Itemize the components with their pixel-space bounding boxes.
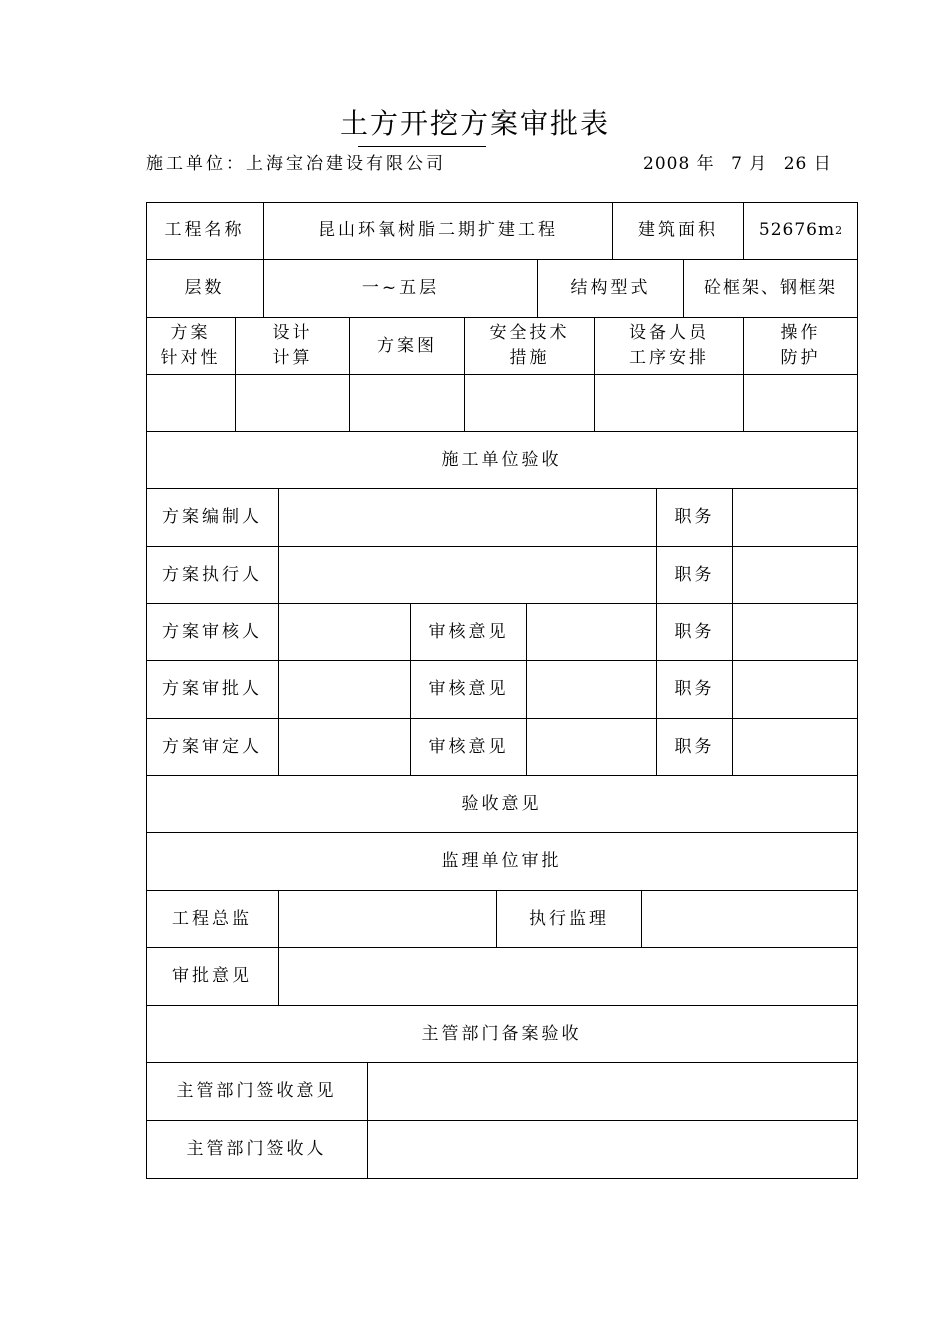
authority-opinion-label: 主管部门签收意见 [146,1063,368,1121]
chief-supervisor-label: 工程总监 [146,891,279,948]
construction-acceptance-heading: 施工单位验收 [146,432,858,489]
plan-item-line: 工序安排 [629,348,709,368]
reviewer-label: 方案审核人 [146,604,279,661]
plan-item-line: 计算 [272,348,313,368]
plan-item-line: 设备人员 [629,323,709,343]
project-name-label: 工程名称 [146,202,264,260]
compiler-duty-label: 职务 [657,489,733,547]
executor-duty-label: 职务 [657,547,733,604]
structure-type-label: 结构型式 [538,260,684,318]
reviewer-duty-label: 职务 [657,604,733,661]
approver-duty-label: 职务 [657,661,733,719]
plan-item-targeting [146,318,236,375]
plan-item-equipment-field[interactable] [595,375,744,432]
approval-opinion-field[interactable] [279,948,858,1006]
compiler-duty-field[interactable] [733,489,858,547]
construction-unit: 施工单位：上海宝冶建设有限公司 [146,154,446,174]
finalizer-label: 方案审定人 [146,719,279,776]
plan-item-line: 设计 [272,323,313,343]
plan-item-safety-measures [465,318,595,375]
approver-opinion-field[interactable] [527,661,657,719]
plan-item-design-calc-field[interactable] [236,375,350,432]
exec-supervisor-label: 执行监理 [497,891,642,948]
compiler-label: 方案编制人 [146,489,279,547]
plan-item-drawing: 方案图 [350,318,465,375]
date-day: 26 日 [783,154,832,174]
authority-opinion-field[interactable] [368,1063,858,1121]
executor-label: 方案执行人 [146,547,279,604]
building-area-label: 建筑面积 [613,202,744,260]
plan-item-safety-field[interactable] [465,375,595,432]
date-month: 7 月 [731,154,768,174]
plan-item-drawing-field[interactable] [350,375,465,432]
structure-type-value: 砼框架、钢框架 [684,260,858,318]
plan-item-protection-field[interactable] [744,375,858,432]
plan-item-line: 针对性 [160,348,221,368]
form-date [643,150,842,178]
plan-item-targeting-field[interactable] [146,375,236,432]
executor-field[interactable] [279,547,657,604]
supervision-heading: 监理单位审批 [146,833,858,891]
approver-opinion-label: 审核意见 [411,661,527,719]
plan-item-protection [744,318,858,375]
finalizer-field[interactable] [279,719,411,776]
plan-item-design-calc [236,318,350,375]
floors-label: 层数 [146,260,264,318]
reviewer-opinion-field[interactable] [527,604,657,661]
authority-heading: 主管部门备案验收 [146,1006,858,1063]
authority-signer-label: 主管部门签收人 [146,1121,368,1179]
finalizer-opinion-label: 审核意见 [411,719,527,776]
approval-opinion-label: 审批意见 [146,948,279,1006]
chief-supervisor-field[interactable] [279,891,497,948]
finalizer-duty-field[interactable] [733,719,858,776]
plan-item-equipment-staff [595,318,744,375]
plan-item-line: 措施 [509,348,550,368]
reviewer-field[interactable] [279,604,411,661]
acceptance-opinion-heading: 验收意见 [146,776,858,833]
reviewer-opinion-label: 审核意见 [411,604,527,661]
building-area-value [744,202,858,260]
reviewer-duty-field[interactable] [733,604,858,661]
floors-value: 一~五层 [264,260,538,318]
approver-duty-field[interactable] [733,661,858,719]
title-underline [358,146,486,147]
authority-signer-field[interactable] [368,1121,858,1179]
plan-item-line: 方案 [170,323,211,343]
compiler-field[interactable] [279,489,657,547]
exec-supervisor-field[interactable] [642,891,858,948]
building-area-number: 52676m [758,220,836,240]
approver-field[interactable] [279,661,411,719]
finalizer-opinion-field[interactable] [527,719,657,776]
page-title: 土方开挖方案审批表 [339,107,610,140]
area-unit-superscript: 2 [835,224,843,237]
executor-duty-field[interactable] [733,547,858,604]
plan-item-line: 安全技术 [489,323,570,343]
date-year: 2008 年 [643,154,715,174]
plan-item-line: 防护 [780,348,821,368]
plan-item-line: 操作 [780,323,821,343]
project-name-value: 昆山环氧树脂二期扩建工程 [264,202,613,260]
approver-label: 方案审批人 [146,661,279,719]
finalizer-duty-label: 职务 [657,719,733,776]
